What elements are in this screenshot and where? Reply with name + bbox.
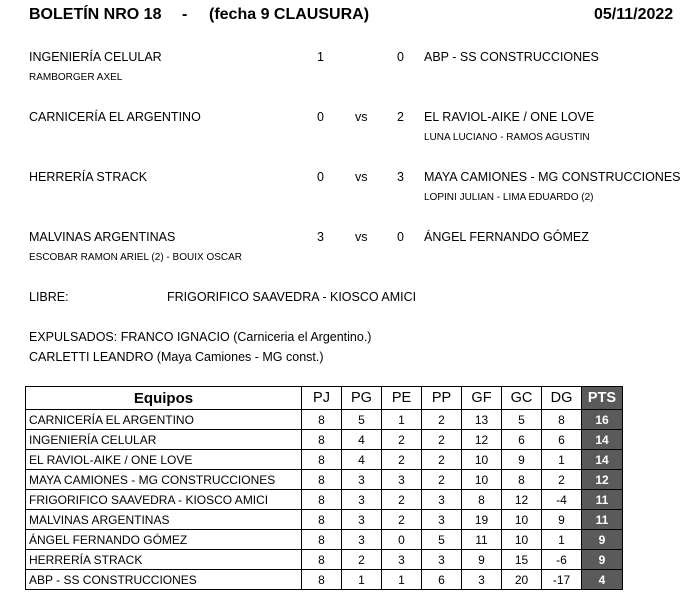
cell-pts: 11 xyxy=(582,510,623,530)
team-name-cell: ABP - SS CONSTRUCCIONES xyxy=(26,570,302,590)
match-4-home: MALVINAS ARGENTINAS xyxy=(29,230,176,244)
cell-pj: 8 xyxy=(302,430,342,450)
cell-dg: -4 xyxy=(542,490,582,510)
cell-pg: 4 xyxy=(342,450,382,470)
cell-pg: 1 xyxy=(342,570,382,590)
match-2-away-score: 2 xyxy=(397,110,404,124)
team-name-cell: MAYA CAMIONES - MG CONSTRUCCIONES xyxy=(26,470,302,490)
match-3-home: HERRERÍA STRACK xyxy=(29,170,148,184)
col-header-pj: PJ xyxy=(302,387,342,410)
cell-gf: 13 xyxy=(462,410,502,430)
cell-pe: 2 xyxy=(382,450,422,470)
match-2-home: CARNICERÍA EL ARGENTINO xyxy=(29,110,201,124)
cell-gc: 6 xyxy=(502,430,542,450)
col-header-gc: GC xyxy=(502,387,542,410)
cell-pg: 3 xyxy=(342,530,382,550)
expulsados-line-1: EXPULSADOS: FRANCO IGNACIO (Carniceria el Argentino.) xyxy=(29,330,372,344)
cell-dg: 1 xyxy=(542,450,582,470)
match-1-away-score: 0 xyxy=(397,50,404,64)
cell-pj: 8 xyxy=(302,470,342,490)
cell-pp: 3 xyxy=(422,490,462,510)
bulletin-title: BOLETÍN NRO 18 xyxy=(29,6,162,23)
cell-gf: 8 xyxy=(462,490,502,510)
cell-pts: 9 xyxy=(582,530,623,550)
team-name-cell: FRIGORIFICO SAAVEDRA - KIOSCO AMICI xyxy=(26,490,302,510)
cell-dg: 2 xyxy=(542,470,582,490)
cell-gc: 5 xyxy=(502,410,542,430)
match-1-away: ABP - SS CONSTRUCCIONES xyxy=(424,50,599,64)
team-name-cell: EL RAVIOL-AIKE / ONE LOVE xyxy=(26,450,302,470)
cell-pp: 6 xyxy=(422,570,462,590)
cell-gc: 8 xyxy=(502,470,542,490)
cell-pj: 8 xyxy=(302,510,342,530)
cell-gf: 9 xyxy=(462,550,502,570)
standings-header-row xyxy=(26,387,623,410)
cell-pe: 1 xyxy=(382,410,422,430)
cell-dg: 1 xyxy=(542,530,582,550)
cell-pg: 2 xyxy=(342,550,382,570)
cell-pg: 4 xyxy=(342,430,382,450)
cell-pts: 9 xyxy=(582,550,623,570)
cell-pg: 3 xyxy=(342,510,382,530)
cell-pe: 0 xyxy=(382,530,422,550)
cell-gf: 3 xyxy=(462,570,502,590)
match-3-away: MAYA CAMIONES - MG CONSTRUCCIONES xyxy=(424,170,681,184)
cell-gc: 10 xyxy=(502,530,542,550)
libre-label: LIBRE: xyxy=(29,290,69,304)
col-header-gf: GF xyxy=(462,387,502,410)
cell-dg: 9 xyxy=(542,510,582,530)
match-4-vs: vs xyxy=(355,230,368,244)
cell-pp: 2 xyxy=(422,430,462,450)
cell-pts: 16 xyxy=(582,410,623,430)
expulsados-line-2: CARLETTI LEANDRO (Maya Camiones - MG const.) xyxy=(29,350,324,364)
cell-dg: 6 xyxy=(542,430,582,450)
match-2-vs: vs xyxy=(355,110,368,124)
match-4-home-score: 3 xyxy=(317,230,324,244)
standings-table xyxy=(25,386,623,590)
table-row xyxy=(26,450,623,470)
cell-gf: 11 xyxy=(462,530,502,550)
cell-gc: 9 xyxy=(502,450,542,470)
match-1-home: INGENIERÍA CELULAR xyxy=(29,50,162,64)
cell-pts: 14 xyxy=(582,430,623,450)
cell-gf: 10 xyxy=(462,450,502,470)
col-header-dg: DG xyxy=(542,387,582,410)
cell-pp: 3 xyxy=(422,510,462,530)
table-row xyxy=(26,490,623,510)
cell-gc: 20 xyxy=(502,570,542,590)
table-row xyxy=(26,510,623,530)
cell-pe: 2 xyxy=(382,430,422,450)
cell-pj: 8 xyxy=(302,490,342,510)
match-3-away-scorers: LOPINI JULIAN - LIMA EDUARDO (2) xyxy=(424,192,594,203)
col-header-pe: PE xyxy=(382,387,422,410)
team-name-cell: MALVINAS ARGENTINAS xyxy=(26,510,302,530)
match-3-vs: vs xyxy=(355,170,368,184)
table-row xyxy=(26,570,623,590)
cell-gc: 12 xyxy=(502,490,542,510)
cell-dg: -17 xyxy=(542,570,582,590)
cell-gf: 12 xyxy=(462,430,502,450)
cell-pe: 3 xyxy=(382,470,422,490)
match-4-away: ÁNGEL FERNANDO GÓMEZ xyxy=(424,230,589,244)
match-2-home-score: 0 xyxy=(317,110,324,124)
col-header-pg: PG xyxy=(342,387,382,410)
team-name-cell: HERRERÍA STRACK xyxy=(26,550,302,570)
cell-pg: 3 xyxy=(342,490,382,510)
cell-pj: 8 xyxy=(302,570,342,590)
cell-pts: 12 xyxy=(582,470,623,490)
cell-pts: 11 xyxy=(582,490,623,510)
cell-pe: 3 xyxy=(382,550,422,570)
match-4-home-scorers: ESCOBAR RAMON ARIEL (2) - BOUIX OSCAR xyxy=(29,252,243,263)
match-1-home-scorers: RAMBORGER AXEL xyxy=(29,72,123,83)
team-name-cell: INGENIERÍA CELULAR xyxy=(26,430,302,450)
match-3-away-score: 3 xyxy=(397,170,404,184)
col-header-pp: PP xyxy=(422,387,462,410)
cell-dg: -6 xyxy=(542,550,582,570)
bulletin-date: 05/11/2022 xyxy=(594,6,674,23)
match-1-home-score: 1 xyxy=(317,50,324,64)
cell-dg: 8 xyxy=(542,410,582,430)
table-row xyxy=(26,530,623,550)
cell-pj: 8 xyxy=(302,530,342,550)
cell-pj: 8 xyxy=(302,550,342,570)
cell-pp: 2 xyxy=(422,470,462,490)
match-3-home-score: 0 xyxy=(317,170,324,184)
title-dash: - xyxy=(182,6,188,23)
cell-pe: 2 xyxy=(382,510,422,530)
col-header-equipos: Equipos xyxy=(26,387,302,410)
cell-gf: 10 xyxy=(462,470,502,490)
cell-pp: 2 xyxy=(422,410,462,430)
cell-pts: 4 xyxy=(582,570,623,590)
cell-gc: 10 xyxy=(502,510,542,530)
cell-gf: 19 xyxy=(462,510,502,530)
team-name-cell: CARNICERÍA EL ARGENTINO xyxy=(26,410,302,430)
cell-pp: 2 xyxy=(422,450,462,470)
cell-pe: 1 xyxy=(382,570,422,590)
match-4-away-score: 0 xyxy=(397,230,404,244)
fecha-label: (fecha 9 CLAUSURA) xyxy=(209,6,370,23)
col-header-pts: PTS xyxy=(582,387,623,410)
table-row xyxy=(26,430,623,450)
match-2-away-scorers: LUNA LUCIANO - RAMOS AGUSTIN xyxy=(424,132,590,143)
table-row xyxy=(26,470,623,490)
cell-pj: 8 xyxy=(302,410,342,430)
match-2-away: EL RAVIOL-AIKE / ONE LOVE xyxy=(424,110,595,124)
cell-pg: 3 xyxy=(342,470,382,490)
libre-team: FRIGORIFICO SAAVEDRA - KIOSCO AMICI xyxy=(167,290,417,304)
cell-pts: 14 xyxy=(582,450,623,470)
cell-gc: 15 xyxy=(502,550,542,570)
cell-pp: 3 xyxy=(422,550,462,570)
cell-pp: 5 xyxy=(422,530,462,550)
table-row xyxy=(26,410,623,430)
team-name-cell: ÁNGEL FERNANDO GÓMEZ xyxy=(26,530,302,550)
cell-pe: 2 xyxy=(382,490,422,510)
cell-pg: 5 xyxy=(342,410,382,430)
table-row xyxy=(26,550,623,570)
cell-pj: 8 xyxy=(302,450,342,470)
